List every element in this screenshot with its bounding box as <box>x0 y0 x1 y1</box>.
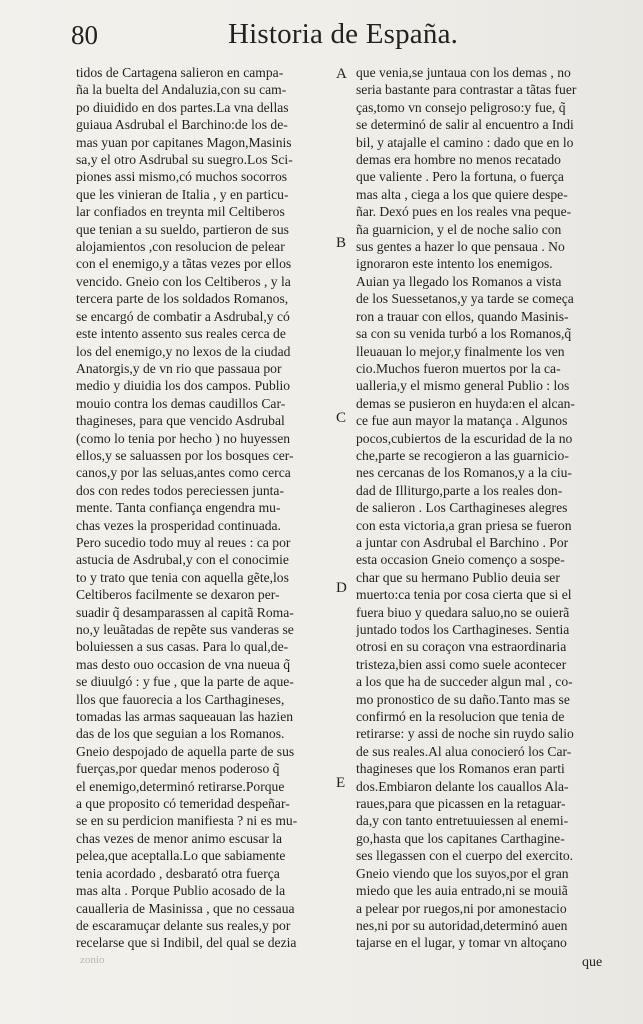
text-line: con esta victoria,a gran priesa se fueron <box>356 517 572 533</box>
text-line: mente. Tanta confiança engendra mu- <box>76 500 281 516</box>
text-line: tajarse en el lugar, y tomar vn altoçano <box>356 935 567 951</box>
text-line: demas era hombre no menos recatado <box>356 152 561 168</box>
text-line: mas alta . Porque Publio acosado de la <box>76 883 286 899</box>
text-line: mas desto ouo occasion de vna nueua q̃ <box>76 656 291 672</box>
text-line: de escaramuçar delante sus reales,y por <box>76 917 291 933</box>
text-line: che,parte se recogieron a las guarnicio- <box>356 447 569 463</box>
text-line: demas se pusieron en huyda:en el alcan- <box>356 395 575 411</box>
text-line: ña la buelta del Andaluzia,con su cam- <box>76 82 287 98</box>
text-line: go,hasta que los capitanes Carthagine- <box>356 830 565 846</box>
text-line: alojamientos ,con resolucion de pelear <box>76 239 285 255</box>
text-line: que valiente . Pero la fortuna, o fuerça <box>356 169 564 185</box>
text-line: que tenian a su sueldo, partieron de sus <box>76 221 289 237</box>
text-line: chas vezes la prosperidad continuada. <box>76 517 281 533</box>
text-line: medio y diuidia los dos campos. Publio <box>76 378 291 394</box>
margin-letter-c: C <box>336 410 347 426</box>
text-line: el enemigo,determinó retirarse.Porque <box>76 778 285 794</box>
text-line: dos con redes todos pereciessen junta- <box>76 482 284 498</box>
text-line: a juntar con Asdrubal el Barchino . Por <box>356 534 569 550</box>
text-line: boluiessen a sus casas. Para lo qual,de- <box>76 639 289 655</box>
text-line: canos,y por las seluas,antes como cerca <box>76 465 291 481</box>
text-line: retirarse: y assi de noche sin ruydo salio <box>356 726 574 742</box>
text-line: mas yuan por capitanes Magon,Masinis <box>76 134 292 150</box>
text-line: char que su hermano Publio deuia ser <box>356 569 560 585</box>
text-line: nes cercanas de los Romanos,y a la ciu- <box>356 465 572 481</box>
text-line: mas alta , ciega a los que quiere despe- <box>356 186 568 202</box>
text-line: sa con su venida turbó a los Romanos,q̃ <box>356 326 572 342</box>
text-line: po diuidido en dos partes.La vna dellas <box>76 99 289 115</box>
text-line: llos que fauorecia a los Carthagineses, <box>76 691 285 707</box>
text-line: (como lo tenia por hecho ) no huyessen <box>76 430 291 446</box>
text-line: confirmó en la resolucion que tenia de <box>356 709 565 725</box>
text-line: Celtiberos facilmente se dexaron per- <box>76 587 280 603</box>
text-line: esta occasion Gneio començo a sospe- <box>356 552 565 568</box>
left-text-column <box>76 64 338 952</box>
text-line: muerto:ca tenia por cosa cierta que si el <box>356 587 572 603</box>
text-line: lar confiados en treynta mil Celtiberos <box>76 204 285 220</box>
text-line: a que proposito có temeridad despeñar- <box>76 796 290 812</box>
text-line: lleuauan lo mejor,y finalmente los ven <box>356 343 565 359</box>
text-line: ualleria,y el mismo general Publio : los <box>356 378 570 394</box>
text-line: thagineses que los Romanos eran parti <box>356 761 565 777</box>
text-line: que les vinieran de Italia , y en particu- <box>76 186 289 202</box>
text-line: a los que ha de succeder algun mal , co- <box>356 674 573 690</box>
text-line: sus gentes a hazer lo que pensaua . No <box>356 239 565 255</box>
text-line: cio.Muchos fueron muertos por la ca- <box>356 360 561 376</box>
text-line: ellos,y se saluassen por los bosques cer- <box>76 447 294 463</box>
text-line: ses llegassen con el cuerpo del exercito. <box>356 848 574 864</box>
text-line: ce fue aun mayor la matança . Algunos <box>356 413 568 429</box>
text-line: bil, y atajalle el camino : dado que en lo <box>356 134 574 150</box>
text-line: otrosi en su coraçon vna estraordinaria <box>356 639 567 655</box>
margin-letter-a: A <box>336 66 347 82</box>
text-line: raues,para que picassen en la retaguar- <box>356 796 566 812</box>
text-line: tidos de Cartagena salieron en campa- <box>76 65 284 80</box>
text-line: sa,y el otro Asdrubal su suegro.Los Sci- <box>76 152 293 168</box>
text-line: to y trato que tenia con aquella gẽte,los <box>76 569 289 585</box>
margin-letter-d: D <box>336 580 347 596</box>
text-line: juntado todos los Carthagineses. Sentia <box>356 622 570 637</box>
text-line: pocos,cubiertos de la escuridad de la no <box>356 430 573 446</box>
margin-letter-e: E <box>336 775 346 791</box>
text-line: das de los que seguian a los Romanos. <box>76 726 285 742</box>
text-line: tomadas las armas saqueauan las hazien <box>76 709 294 725</box>
text-line: Gneio viendo que los suyos,por el gran <box>356 865 569 881</box>
text-line: miedo que les auia entrado,ni se mouiã <box>356 883 568 899</box>
text-line: Pero sucedio todo muy al reues : ca por <box>76 534 291 550</box>
text-line: a pelear por ruegos,ni por amonestacio <box>356 900 567 916</box>
text-line: tercera parte de los soldados Romanos, <box>76 291 289 307</box>
text-line: ron a trauar con ellos, quando Masinis- <box>356 308 569 324</box>
text-line: Anatorgis,y de vn rio que passaua por <box>76 360 282 376</box>
text-line: ña guarnicion, y el de noche salio con <box>356 221 562 237</box>
text-line: seria bastante para contrastar a tãtas fuer <box>356 82 577 98</box>
text-line: no,y leuãtadas de repẽte sus vanderas se <box>76 622 294 637</box>
text-line: mouio contra los demas caudillos Car- <box>76 395 286 411</box>
text-line: thagineses, para que vencido Asdrubal <box>76 413 285 429</box>
margin-letter-b: B <box>336 235 347 251</box>
text-line: tristeza,bien assi como suele acontecer <box>356 656 567 672</box>
text-line: chas vezes de menor animo escusar la <box>76 830 283 846</box>
text-line: con el enemigo,y a tãtas vezes por ellos <box>76 256 292 272</box>
right-text-column <box>356 64 618 952</box>
text-line: se en su perdicion manifiesta ? ni es mu- <box>76 813 298 829</box>
bleed-through-text: zonio <box>80 954 105 966</box>
text-line: se diuulgó : y fue , que la parte de aque- <box>76 674 294 690</box>
text-line: vencido. Gneio con los Celtiberos , y la <box>76 273 291 289</box>
text-line: los del enemigo,y no lexos de la ciudad <box>76 343 291 359</box>
text-line: nes,ni por su autoridad,determinó auen <box>356 917 568 933</box>
text-line: Auian ya llegado los Romanos a vista <box>356 273 562 289</box>
text-line: pelea,que aceptalla.Lo que sabiamente <box>76 848 286 864</box>
text-line: ças,tomo vn consejo peligroso:y fue, q̃ <box>356 99 566 115</box>
text-line: da,y con tanto entretuuiessen al enemi- <box>356 813 569 829</box>
text-line: recelarse que si Indibil, del qual se dezia <box>76 935 297 951</box>
text-line: Gneio despojado de aquella parte de sus <box>76 743 295 759</box>
catchword: que <box>582 955 603 970</box>
text-line: ñar. Dexó pues en los reales vna peque- <box>356 204 572 220</box>
text-line: dad de Illiturgo,parte a los reales don- <box>356 482 563 498</box>
text-line: piones assi mismo,có muchos socorros <box>76 169 288 185</box>
text-line: mo pronostico de su daño.Tanto mas se <box>356 691 570 707</box>
text-line: de los Suessetanos,y ya tarde se começa <box>356 291 574 307</box>
text-line: guiaua Asdrubal el Barchino:de los de- <box>76 117 288 133</box>
text-line: ignoraron este intento los enemigos. <box>356 256 553 272</box>
text-line: se encargó de combatir a Asdrubal,y có <box>76 308 290 324</box>
text-line: caualleria de Masinissa , que no cessaua <box>76 900 295 916</box>
text-line: este intento assento sus reales cerca de <box>76 326 286 342</box>
text-line: se determinó de salir al encuentro a Indi <box>356 117 574 133</box>
text-line: tenia acordado , desbarató otra fuerça <box>76 865 280 881</box>
text-line: astucia de Asdrubal,y con el conocimie <box>76 552 289 568</box>
text-line: de salieron . Los Carthagineses alegres <box>356 500 568 516</box>
text-line: dos.Embiaron delante los cauallos Ala- <box>356 778 569 794</box>
text-line: fuera biuo y quedara saluo,no se ouierã <box>356 604 570 620</box>
text-line: de sus reales.Al alua conocieró los Car- <box>356 743 572 759</box>
text-line: fuerças,por quedar menos poderoso q̃ <box>76 761 280 777</box>
page-number: 80 <box>71 20 98 50</box>
text-line: que venia,se juntaua con los demas , no <box>356 65 571 80</box>
running-title: Historia de España. <box>228 18 459 50</box>
text-line: suadir q̃ desamparassen al capitã Roma- <box>76 604 294 620</box>
